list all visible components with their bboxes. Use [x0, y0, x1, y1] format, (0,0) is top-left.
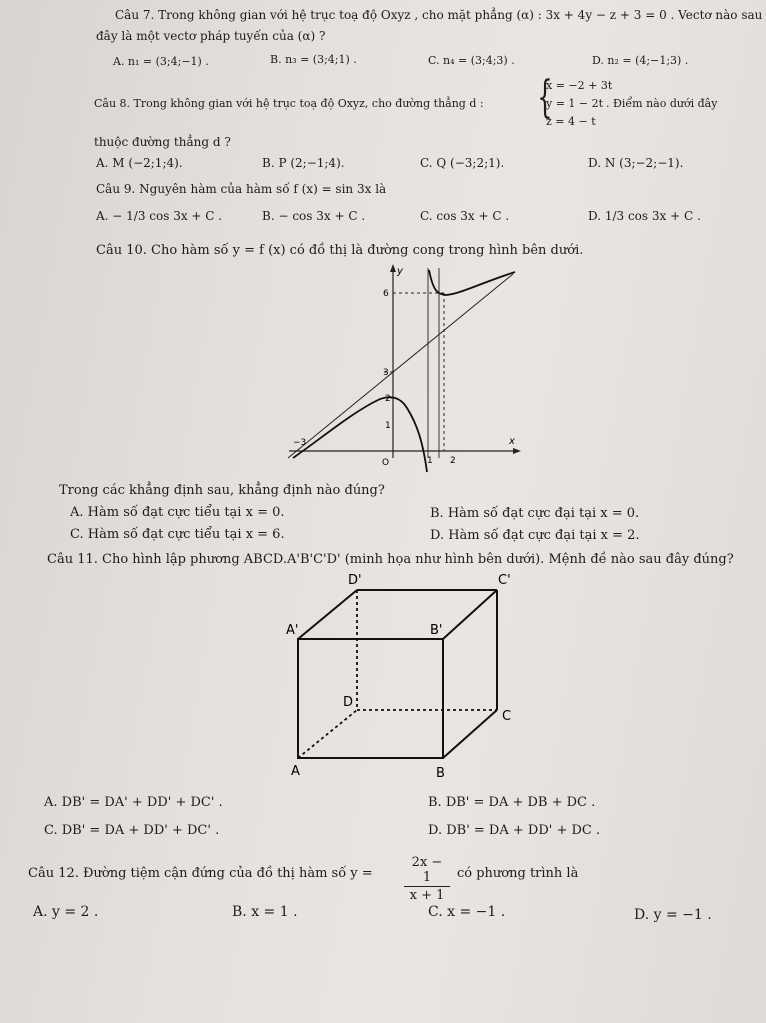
- q8-option-c: C. Q (−3;2;1).: [420, 156, 505, 170]
- q10-option-a: A. Hàm số đạt cực tiểu tại x = 0.: [70, 505, 285, 520]
- cube-label-a: A: [291, 764, 300, 779]
- q10-option-c: C. Hàm số đạt cực tiểu tại x = 6.: [70, 527, 285, 542]
- q9-option-a: A. − 1/3 cos 3x + C .: [96, 209, 223, 223]
- q12-stem-start: Câu 12. Đường tiệm cận đứng của đồ thị hàm số y =: [28, 866, 373, 881]
- graph-x-arrow: [513, 448, 521, 454]
- q8-option-a: A. M (−2;1;4).: [96, 156, 183, 170]
- graph-origin-label: O: [382, 458, 390, 468]
- cube-front-face: [298, 639, 443, 758]
- q7-stem: Câu 7. Trong không gian với hệ trục toạ độ Oxyz , cho mặt phẳng (α) : 3x + 4y − z + 3 = 0 . Vectơ nào sau: [115, 8, 763, 22]
- q8-option-d: D. N (3;−2;−1).: [588, 156, 684, 170]
- q8-eq-y: y = 1 − 2t: [546, 97, 604, 110]
- graph-curve-left-branch: [293, 397, 427, 472]
- q11-option-d: D. DB' = DA + DD' + DC .: [428, 823, 601, 838]
- q8-stem-cont: thuộc đường thẳng d ?: [94, 135, 231, 149]
- cube-label-b: B: [436, 766, 445, 781]
- q8-stem-end: . Điểm nào dưới đây: [606, 97, 718, 110]
- graph-y-arrow: [390, 264, 396, 272]
- graph-y-label: y: [397, 266, 403, 277]
- q12-fraction-numerator: 2x − 1: [404, 855, 450, 887]
- q11-option-c: C. DB' = DA + DD' + DC' .: [44, 823, 220, 838]
- q8-option-b: B. P (2;−1;4).: [262, 156, 345, 170]
- graph-tick-x1: 1: [427, 456, 433, 466]
- cube-edge-bc: [443, 710, 497, 758]
- q11-option-a: A. DB' = DA' + DD' + DC' .: [44, 795, 223, 810]
- cube-label-c: C: [502, 709, 512, 724]
- q11-stem: Câu 11. Cho hình lập phương ABCD.A'B'C'D' (minh họa như hình bên dưới). Mệnh đề nào sau đây đúng?: [47, 552, 734, 567]
- q12-fraction: [404, 855, 450, 903]
- q8-eq-z: z = 4 − t: [546, 115, 596, 128]
- q11-cube-figure: [280, 572, 530, 782]
- q9-stem: Câu 9. Nguyên hàm của hàm số f (x) = sin 3x là: [96, 182, 387, 196]
- cube-edge-b1c1: [443, 590, 497, 639]
- q12-option-a: A. y = 2 .: [33, 904, 99, 920]
- q10-stem: Câu 10. Cho hàm số y = f (x) có đồ thị là đường cong trong hình bên dưới.: [96, 243, 584, 258]
- cube-label-d1: D': [348, 573, 362, 588]
- graph-x-label: x: [509, 436, 515, 447]
- q8-system-brace: {: [537, 72, 553, 123]
- graph-tick-x-minus3: −3: [293, 438, 307, 448]
- graph-tick-y6: 6: [383, 289, 389, 299]
- q9-option-d: D. 1/3 cos 3x + C .: [588, 209, 701, 223]
- cube-label-c1: C': [498, 573, 511, 588]
- q7-option-a: A. n₁ = (3;4;−1) .: [113, 55, 209, 68]
- q7-stem-cont: đây là một vectơ pháp tuyến của (α) ?: [96, 29, 326, 43]
- q12-option-c: C. x = −1 .: [428, 904, 506, 920]
- q12-option-b: B. x = 1 .: [232, 904, 298, 920]
- q8-stem: Câu 8. Trong không gian với hệ trục toạ độ Oxyz, cho đường thẳng d :: [94, 97, 484, 110]
- q8-eq-x: x = −2 + 3t: [546, 79, 613, 92]
- q9-option-b: B. − cos 3x + C .: [262, 209, 366, 223]
- q10-option-b: B. Hàm số đạt cực đại tại x = 0.: [430, 506, 640, 521]
- cube-edge-a1d1: [298, 590, 357, 639]
- cube-label-d: D: [343, 695, 354, 710]
- q7-option-b: B. n₃ = (3;4;1) .: [270, 53, 357, 66]
- q9-option-c: C. cos 3x + C .: [420, 209, 510, 223]
- q10-question: Trong các khẳng định sau, khẳng định nào đúng?: [59, 483, 385, 498]
- graph-tick-y1: 1: [385, 421, 391, 431]
- q7-option-c: C. n₄ = (3;4;3) .: [428, 54, 515, 67]
- q12-stem-end: có phương trình là: [457, 866, 579, 881]
- q7-option-d: D. n₂ = (4;−1;3) .: [592, 54, 689, 67]
- graph-tick-y3: 3: [383, 368, 389, 378]
- graph-tick-x2: 2: [450, 456, 456, 466]
- q12-fraction-denominator: x + 1: [409, 888, 445, 903]
- graph-tick-y2: 2: [385, 394, 391, 404]
- graph-oblique-asymptote: [288, 274, 513, 458]
- q10-function-graph: [283, 262, 523, 480]
- q10-option-d: D. Hàm số đạt cực đại tại x = 2.: [430, 528, 640, 543]
- q12-option-d: D. y = −1 .: [634, 907, 712, 923]
- cube-hidden-edge-ad: [298, 710, 357, 758]
- cube-label-b1: B': [430, 623, 443, 638]
- cube-label-a1: A': [286, 623, 299, 638]
- q11-option-b: B. DB' = DA + DB + DC .: [428, 795, 596, 810]
